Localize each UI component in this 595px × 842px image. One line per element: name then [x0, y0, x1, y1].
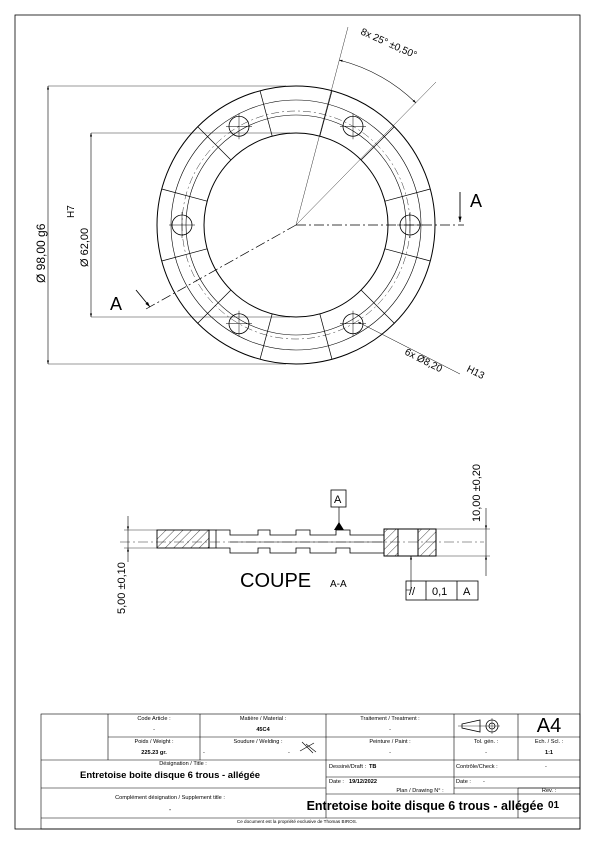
tol-value: -	[485, 750, 487, 756]
dim-step-text: 5,00 ±0,10	[116, 562, 128, 614]
traitement-label: Traitement / Treatment :	[360, 716, 420, 722]
spoke-line	[260, 314, 272, 359]
soudure-value: -	[288, 750, 290, 756]
peinture-value: -	[389, 750, 391, 756]
format-value: A4	[536, 715, 562, 737]
spoke-line	[162, 249, 207, 261]
gdt-symbol: //	[409, 586, 416, 598]
dim-angle-text: 8x 25° ±0,50°	[358, 26, 419, 62]
poids-value: 225.23 gr.	[141, 750, 167, 756]
spoke-line	[361, 290, 394, 323]
section-line	[146, 225, 296, 309]
date-label: Date :	[329, 779, 344, 785]
date-value: 19/12/2022	[349, 779, 377, 785]
spoke-line	[198, 290, 231, 323]
soudure-label: Soudure / Welding :	[233, 739, 283, 745]
controle-value: -	[545, 764, 547, 770]
rev-value: 01	[548, 800, 560, 811]
complement-value: -	[169, 807, 171, 813]
soudure-value-left: -	[203, 750, 205, 756]
designation-label: Désignation / Title :	[159, 761, 207, 767]
dessine-value: TB	[369, 764, 377, 770]
matiere-value: 45C4	[256, 727, 270, 733]
poids-label: Poids / Weight :	[134, 739, 174, 745]
plan-value: Entretoise boite disque 6 trous - allégée	[306, 799, 544, 813]
spoke-line	[198, 127, 231, 160]
spoke-line	[320, 314, 332, 359]
gdt-value: 0,1	[432, 586, 448, 598]
spoke-line	[260, 91, 272, 136]
sheet-border	[15, 15, 580, 829]
traitement-value: -	[389, 727, 391, 733]
top-view	[48, 27, 464, 374]
dim-inner-text: Ø 62,00	[79, 227, 91, 267]
section-mark-right: A	[470, 191, 483, 211]
designation-value: Entretoise boite disque 6 trous - allégée	[79, 770, 261, 781]
matiere-label: Matière / Material :	[239, 716, 287, 722]
peinture-label: Peinture / Paint :	[369, 739, 411, 745]
welding-symbol-icon	[300, 742, 316, 753]
footer-notice: Ce document est la propriété exclusive de Thomas BIROS.	[236, 819, 358, 824]
gdt-datum: A	[463, 586, 471, 598]
spoke-line	[320, 91, 332, 136]
code-label: Code Article :	[137, 716, 171, 722]
date2-value: -	[483, 779, 485, 785]
spoke-line	[385, 249, 430, 261]
dim-thickness-text: 10,00 ±0,20	[471, 463, 483, 522]
dim-inner-tol-text: H7	[66, 205, 77, 218]
spoke-line	[361, 127, 394, 160]
section-suffix: A-A	[330, 579, 347, 590]
projection-symbol-icon	[458, 718, 500, 734]
complement-label: Complément désignation / Supplement title :	[115, 795, 225, 801]
controle-label: Contrôle/Check :	[456, 764, 498, 770]
date2-label: Date :	[456, 779, 471, 785]
section-title: COUPE	[240, 570, 312, 592]
dim-outer-text: Ø 98,00 g6	[34, 223, 48, 283]
echelle-value: 1:1	[544, 750, 554, 756]
rev-label: Rev. :	[541, 788, 557, 794]
dim-holes-text: 6x Ø8,20	[402, 346, 444, 376]
tol-label: Tol. gén. :	[473, 739, 499, 745]
plan-label: Plan / Drawing N° :	[396, 788, 444, 794]
dim-holes-tol-text: H13	[464, 363, 486, 383]
dessine-label: Dessiné/Draft :	[329, 764, 366, 770]
section-mark-left: A	[110, 294, 123, 314]
code-value: -	[153, 727, 155, 733]
echelle-label: Ech. / Scl. :	[534, 739, 564, 745]
datum-text: A	[334, 494, 342, 506]
spoke-line	[162, 189, 207, 201]
spoke-line	[385, 189, 430, 201]
